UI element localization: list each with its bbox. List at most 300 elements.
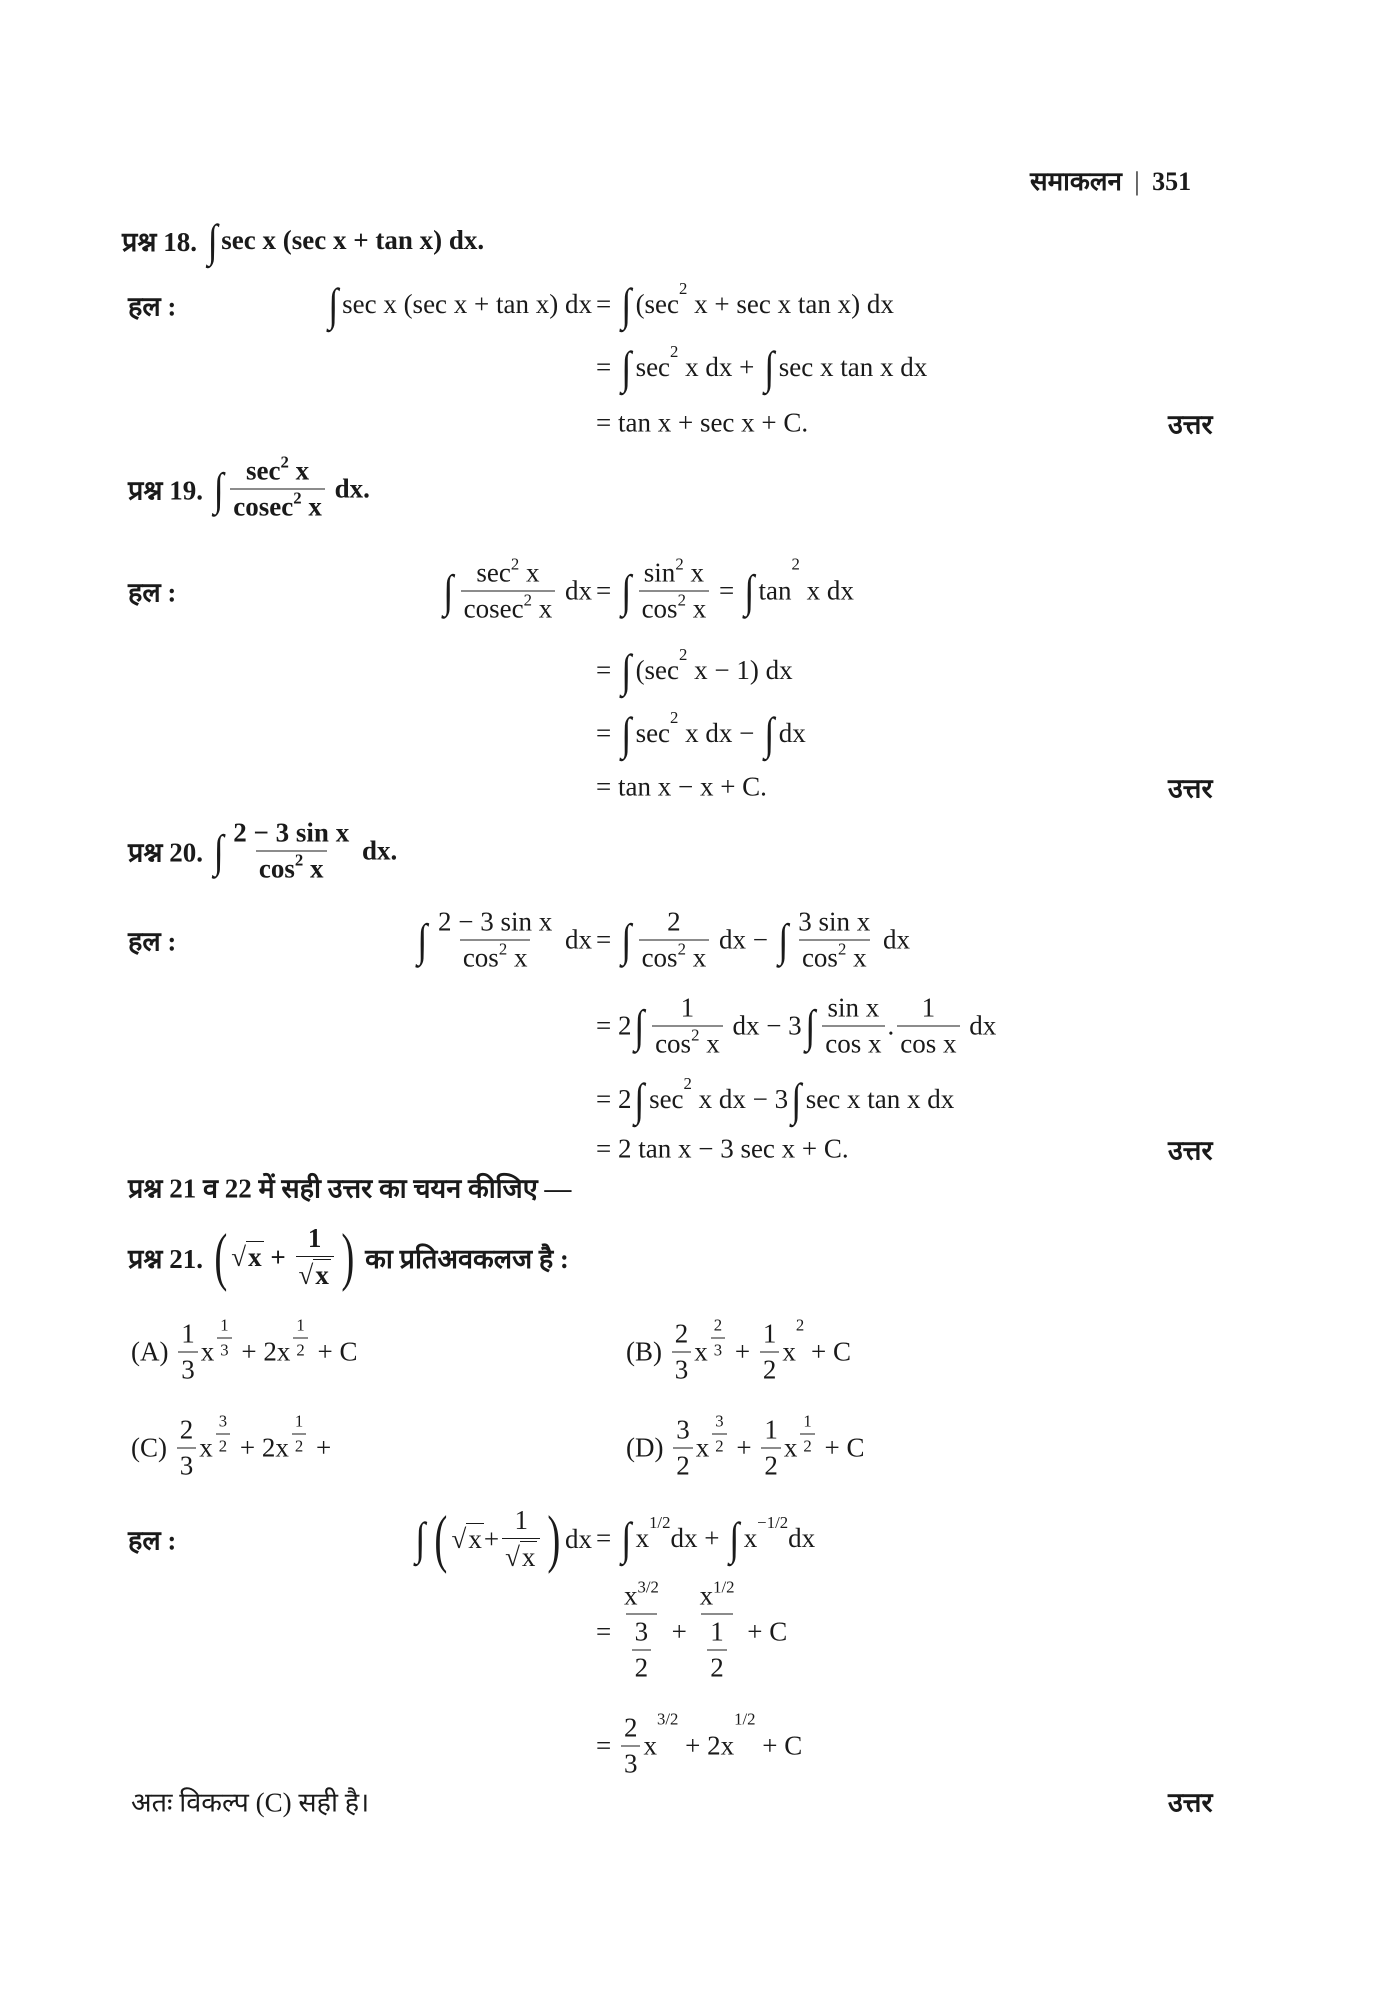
math-text: 2 (677, 590, 686, 610)
math-text: cos (258, 853, 295, 884)
square-root (505, 1541, 537, 1573)
integral-sign: ∫ (206, 215, 218, 267)
math-expression (796, 1315, 804, 1335)
math-expression (624, 1713, 638, 1744)
math-text: 2 (667, 906, 681, 937)
math-expression (522, 1542, 536, 1573)
math-text: = 2 (596, 1084, 632, 1115)
solution-label: हल : (128, 1525, 177, 1556)
math-text: = 2 (596, 1010, 632, 1041)
math-expression (131, 1411, 332, 1482)
math-text: = (596, 718, 618, 749)
math-text: dx − 3 (725, 1010, 802, 1041)
math-expression (675, 1355, 689, 1386)
math-expression (412, 1502, 592, 1575)
math-text: (B) (626, 1336, 669, 1367)
denominator (177, 1448, 197, 1482)
math-text: x (623, 1580, 638, 1611)
math-text: sec (246, 455, 281, 486)
math-expression (629, 1617, 655, 1684)
integral-sign: ∫ (804, 1000, 815, 1052)
math-text: dx (876, 924, 911, 955)
math-text: 2 (670, 341, 679, 361)
fraction (673, 1415, 693, 1482)
radical-sign: √ (231, 1241, 247, 1272)
numerator (795, 907, 873, 940)
denominator (711, 1337, 725, 1360)
math-expression (219, 1436, 227, 1456)
integral-sign: ∫ (621, 342, 632, 394)
fraction (621, 1713, 641, 1780)
right-paren: ) (547, 1502, 561, 1575)
math-expression (624, 1749, 638, 1780)
fraction (177, 1415, 197, 1482)
math-expression (797, 1411, 817, 1456)
math-text: 2 (280, 452, 289, 472)
math-text: dx (558, 924, 592, 955)
numerator (678, 993, 698, 1026)
option-b (626, 1315, 851, 1386)
integral-sign: ∫ (327, 279, 338, 331)
math-text: 2 (523, 590, 532, 610)
math-expression (763, 1319, 777, 1350)
square-root (452, 1523, 484, 1555)
fraction (296, 1223, 334, 1291)
superscript (281, 452, 289, 472)
math-text: x (635, 1523, 650, 1554)
math-text: 2 (670, 707, 679, 727)
fraction (621, 1577, 662, 1684)
math-text: cos x (900, 1028, 957, 1059)
math-text: + C (755, 1730, 803, 1761)
math-text: sec x tan x dx (778, 352, 928, 383)
math-expression (637, 1577, 658, 1597)
denominator (701, 1614, 733, 1684)
math-text: 3 (634, 1616, 649, 1647)
solution-lhs (412, 1502, 592, 1575)
math-text: dx (962, 1010, 997, 1041)
math-text: x (685, 593, 707, 624)
math-text: x (699, 1028, 720, 1059)
integral-sign: ∫ (764, 342, 775, 394)
math-expression (678, 939, 686, 959)
denominator (897, 1026, 959, 1060)
integral-sign: ∫ (621, 708, 632, 760)
superscript (675, 554, 683, 574)
question-18-title (122, 215, 485, 267)
conclusion: अतः विकल्प (C) सही है। (131, 1787, 370, 1818)
math-text: x (521, 1542, 536, 1572)
math-expression (596, 1577, 788, 1684)
math-expression (438, 907, 552, 938)
superscript (524, 590, 532, 610)
denominator (799, 940, 870, 974)
integral-sign: ∫ (621, 645, 632, 697)
solution-step (596, 907, 910, 974)
superscript (290, 1315, 310, 1360)
math-text: 2 (293, 488, 302, 508)
math-text: = (596, 289, 618, 320)
math-text: x (685, 942, 707, 973)
math-text: cos (462, 942, 499, 973)
math-text: (sec (635, 655, 680, 686)
math-expression (596, 408, 808, 439)
solution-step (596, 554, 854, 625)
denominator (652, 1026, 723, 1060)
math-expression (596, 993, 996, 1060)
math-text: 2 (791, 554, 800, 574)
solution-step (596, 278, 894, 331)
denominator (178, 1352, 198, 1386)
denominator (293, 1337, 307, 1360)
math-expression (922, 993, 936, 1024)
running-header (1030, 162, 1191, 198)
numerator (760, 1319, 780, 1352)
option-c (131, 1411, 332, 1482)
superscript (797, 1411, 817, 1456)
fraction (639, 554, 710, 625)
denominator (502, 1538, 540, 1573)
math-expression (641, 939, 707, 974)
math-text: 2 − 3 sin x (438, 906, 553, 937)
math-expression (452, 1505, 544, 1573)
answer-mark: उत्तर (1168, 1135, 1213, 1166)
math-text: प्रश्न 21. (128, 1243, 210, 1274)
math-expression (295, 1436, 303, 1456)
math-text: 2 (498, 939, 508, 959)
math-expression (295, 850, 303, 870)
math-text: (C) (131, 1432, 174, 1463)
math-text: 3 sin x (798, 906, 871, 937)
numerator (473, 554, 542, 591)
fraction (216, 1411, 230, 1456)
math-text: dx (788, 1523, 816, 1554)
math-expression (827, 993, 879, 1024)
math-expression (220, 1315, 228, 1335)
math-text: x (743, 1523, 758, 1554)
superscript (678, 939, 686, 959)
solution-step (596, 1134, 849, 1165)
math-expression (128, 452, 370, 523)
denominator (461, 591, 556, 625)
math-text: 2 (623, 1712, 638, 1743)
math-text: sec x (sec x + tan x) dx (342, 289, 592, 320)
math-text: cos (641, 942, 678, 973)
superscript (295, 850, 303, 870)
math-expression (596, 278, 894, 331)
radicand (466, 1523, 484, 1555)
math-text: 1 (296, 1315, 305, 1335)
math-expression (670, 708, 678, 728)
math-text: cos x (825, 1028, 882, 1059)
math-text: x dx − (678, 718, 762, 749)
math-expression (219, 1411, 227, 1431)
math-expression (524, 590, 532, 610)
math-text: = (596, 655, 618, 686)
integral-sign: ∫ (764, 708, 775, 760)
math-text: 1 (680, 992, 695, 1023)
math-expression (180, 1415, 194, 1446)
numerator (632, 1617, 652, 1650)
math-expression (764, 1451, 778, 1482)
superscript (684, 1074, 692, 1094)
fraction (822, 993, 884, 1060)
integral-sign: ∫ (621, 1513, 632, 1565)
math-text: dx + (670, 1523, 727, 1554)
math-expression (626, 1411, 865, 1482)
math-expression (289, 1411, 309, 1456)
numerator (177, 1415, 197, 1448)
math-expression (596, 707, 806, 760)
math-expression (596, 341, 928, 394)
math-expression (281, 452, 289, 472)
fraction (760, 1319, 780, 1386)
math-text: + 2x (678, 1730, 735, 1761)
math-expression (122, 215, 485, 267)
math-text: x − 1) dx (687, 655, 793, 686)
math-text: + (309, 1432, 332, 1463)
math-text: 2 (691, 1025, 700, 1045)
integral-sign: ∫ (777, 914, 788, 966)
superscript (734, 1709, 755, 1729)
superscript (293, 488, 301, 508)
math-expression (231, 1223, 337, 1291)
math-text: 3 (218, 1411, 228, 1431)
math-expression (679, 279, 687, 299)
math-expression (649, 1513, 670, 1533)
math-text: + (664, 1616, 694, 1647)
denominator (460, 940, 531, 974)
fraction (697, 1577, 738, 1684)
math-expression (670, 342, 678, 362)
math-expression (734, 1709, 755, 1729)
math-text: प्रश्न 18. (122, 227, 204, 258)
math-text: 2 (713, 1315, 723, 1335)
math-expression (679, 645, 687, 665)
math-text: 2 (679, 278, 688, 298)
numerator (664, 907, 684, 940)
fraction (502, 1505, 540, 1573)
math-text: + 2x (233, 1432, 289, 1463)
math-text: x (248, 1242, 262, 1272)
math-text: 2 (677, 939, 686, 959)
solution-lhs (325, 279, 592, 331)
numerator (761, 1415, 781, 1448)
math-expression (233, 488, 322, 523)
numerator (243, 452, 312, 489)
math-text: 2 (715, 1436, 724, 1456)
denominator (639, 591, 710, 625)
math-text: 2 (675, 554, 684, 574)
math-expression (299, 1259, 331, 1291)
option-d (626, 1411, 865, 1482)
math-text: x + sec x tan x) dx (687, 289, 894, 320)
option-a (131, 1315, 358, 1386)
radicand (520, 1541, 538, 1573)
right-paren: ) (341, 1220, 355, 1293)
numerator (435, 907, 555, 940)
question-21-title (128, 1220, 569, 1293)
math-text: 2 (179, 1414, 194, 1445)
numerator (305, 1223, 325, 1256)
math-text: + (263, 1241, 293, 1272)
math-expression (128, 1220, 569, 1293)
math-text: 3 (676, 1414, 690, 1445)
math-expression (676, 1415, 690, 1446)
math-expression (181, 1355, 195, 1386)
math-text: x (199, 1432, 213, 1463)
math-expression (596, 1512, 816, 1565)
math-expression (798, 907, 870, 938)
integral-sign: ∫ (621, 279, 632, 331)
superscript (670, 708, 678, 728)
math-text: 1 (307, 1223, 322, 1253)
chapter-title: समाकलन (1030, 167, 1122, 196)
math-text: x (694, 1336, 708, 1367)
numerator (621, 1577, 662, 1614)
superscript (649, 1513, 670, 1533)
integral-sign: ∫ (443, 565, 454, 617)
solution-step (596, 707, 806, 760)
radicand (313, 1259, 331, 1291)
superscript (796, 1315, 804, 1335)
math-expression (220, 1340, 228, 1360)
math-expression (325, 279, 592, 331)
denominator (822, 1026, 884, 1060)
math-text: x dx + (678, 352, 762, 383)
solution-label: हल : (128, 577, 177, 608)
header-separator: | (1134, 167, 1140, 196)
integral-sign: ∫ (621, 565, 632, 617)
numerator (919, 993, 939, 1026)
superscript (757, 1513, 788, 1533)
math-text: x (782, 1336, 796, 1367)
math-expression (623, 1577, 659, 1612)
math-text: 2 (795, 1315, 805, 1335)
math-text: sec x (sec x + tan x) dx. (221, 225, 485, 256)
fraction (795, 907, 873, 974)
question-19-title (128, 452, 370, 523)
math-text: 2 (510, 554, 520, 574)
math-text: sin x (827, 992, 880, 1023)
math-expression (463, 590, 553, 625)
superscript (678, 590, 686, 610)
radical-sign: √ (451, 1523, 467, 1554)
math-expression (181, 1319, 195, 1350)
solution-step (596, 1577, 788, 1684)
answer-mark: उत्तर (1168, 773, 1213, 804)
numerator (230, 818, 352, 851)
math-expression (511, 554, 519, 574)
math-text: 2 (296, 1340, 305, 1360)
numerator (293, 1315, 307, 1337)
integral-sign: ∫ (621, 914, 632, 966)
math-text: 2 (218, 1436, 228, 1456)
math-text: x (507, 942, 528, 973)
math-text: (D) (626, 1432, 671, 1463)
fraction (712, 1411, 726, 1456)
math-text: x (519, 557, 540, 588)
math-text: = (596, 352, 618, 383)
integral-sign: ∫ (744, 565, 755, 617)
math-expression (296, 1340, 304, 1360)
left-paren: ( (434, 1502, 448, 1575)
math-expression (128, 818, 397, 885)
radical-sign: √ (298, 1259, 314, 1290)
math-expression (476, 554, 540, 589)
numerator (707, 1617, 727, 1650)
math-text: 1 (803, 1411, 812, 1431)
math-expression (596, 1134, 849, 1165)
math-text: 2 − 3 sin x (233, 817, 350, 848)
math-text: sec (635, 718, 671, 749)
math-expression (655, 1025, 720, 1060)
denominator (256, 851, 327, 885)
answer-mark: उत्तर (1168, 1787, 1213, 1818)
denominator (673, 1448, 693, 1482)
math-text: sec (649, 1084, 684, 1115)
fraction (230, 452, 325, 523)
math-expression (596, 644, 793, 697)
math-expression (440, 554, 592, 625)
math-expression (641, 590, 707, 625)
numerator (512, 1505, 532, 1538)
math-expression (290, 1315, 310, 1360)
math-text: sec (476, 557, 511, 588)
math-expression (803, 1436, 811, 1456)
instruction: प्रश्न 21 व 22 में सही उत्तर का चयन कीजिए — (128, 1173, 572, 1204)
math-expression (635, 1653, 649, 1684)
math-text: dx (565, 1523, 592, 1554)
math-text: x dx (799, 575, 854, 606)
math-text: का प्रतिअवकलज है : (358, 1243, 569, 1274)
math-expression (626, 1315, 851, 1386)
math-text: प्रश्न 20. (128, 837, 210, 868)
math-text: x (699, 1580, 714, 1611)
math-expression (596, 1709, 803, 1780)
math-expression (764, 1415, 778, 1446)
denominator (672, 1352, 692, 1386)
parenthesized-expression (430, 1502, 565, 1575)
math-text: = (596, 575, 618, 606)
math-expression (499, 939, 507, 959)
math-text: 2 (679, 644, 688, 664)
math-text: dx (778, 718, 806, 749)
numerator (711, 1315, 725, 1337)
math-expression (233, 818, 349, 849)
fraction (461, 554, 556, 625)
math-expression (675, 1319, 689, 1350)
math-expression (667, 907, 681, 938)
math-text: x (643, 1730, 657, 1761)
page-number: 351 (1152, 167, 1192, 196)
integral-sign: ∫ (212, 463, 224, 515)
solution-label: हल : (128, 291, 177, 322)
math-expression (308, 1223, 322, 1254)
superscript (792, 554, 800, 574)
math-text: 1 (514, 1505, 528, 1535)
math-text: = (712, 575, 741, 606)
math-expression (710, 1653, 724, 1684)
fraction (761, 1415, 781, 1482)
superscript (838, 939, 846, 959)
fraction (178, 1319, 198, 1386)
math-text: 2 (674, 1318, 689, 1349)
math-text: tan (758, 575, 792, 606)
math-expression (676, 1451, 690, 1482)
math-expression (131, 1315, 358, 1386)
superscript (213, 1411, 233, 1456)
